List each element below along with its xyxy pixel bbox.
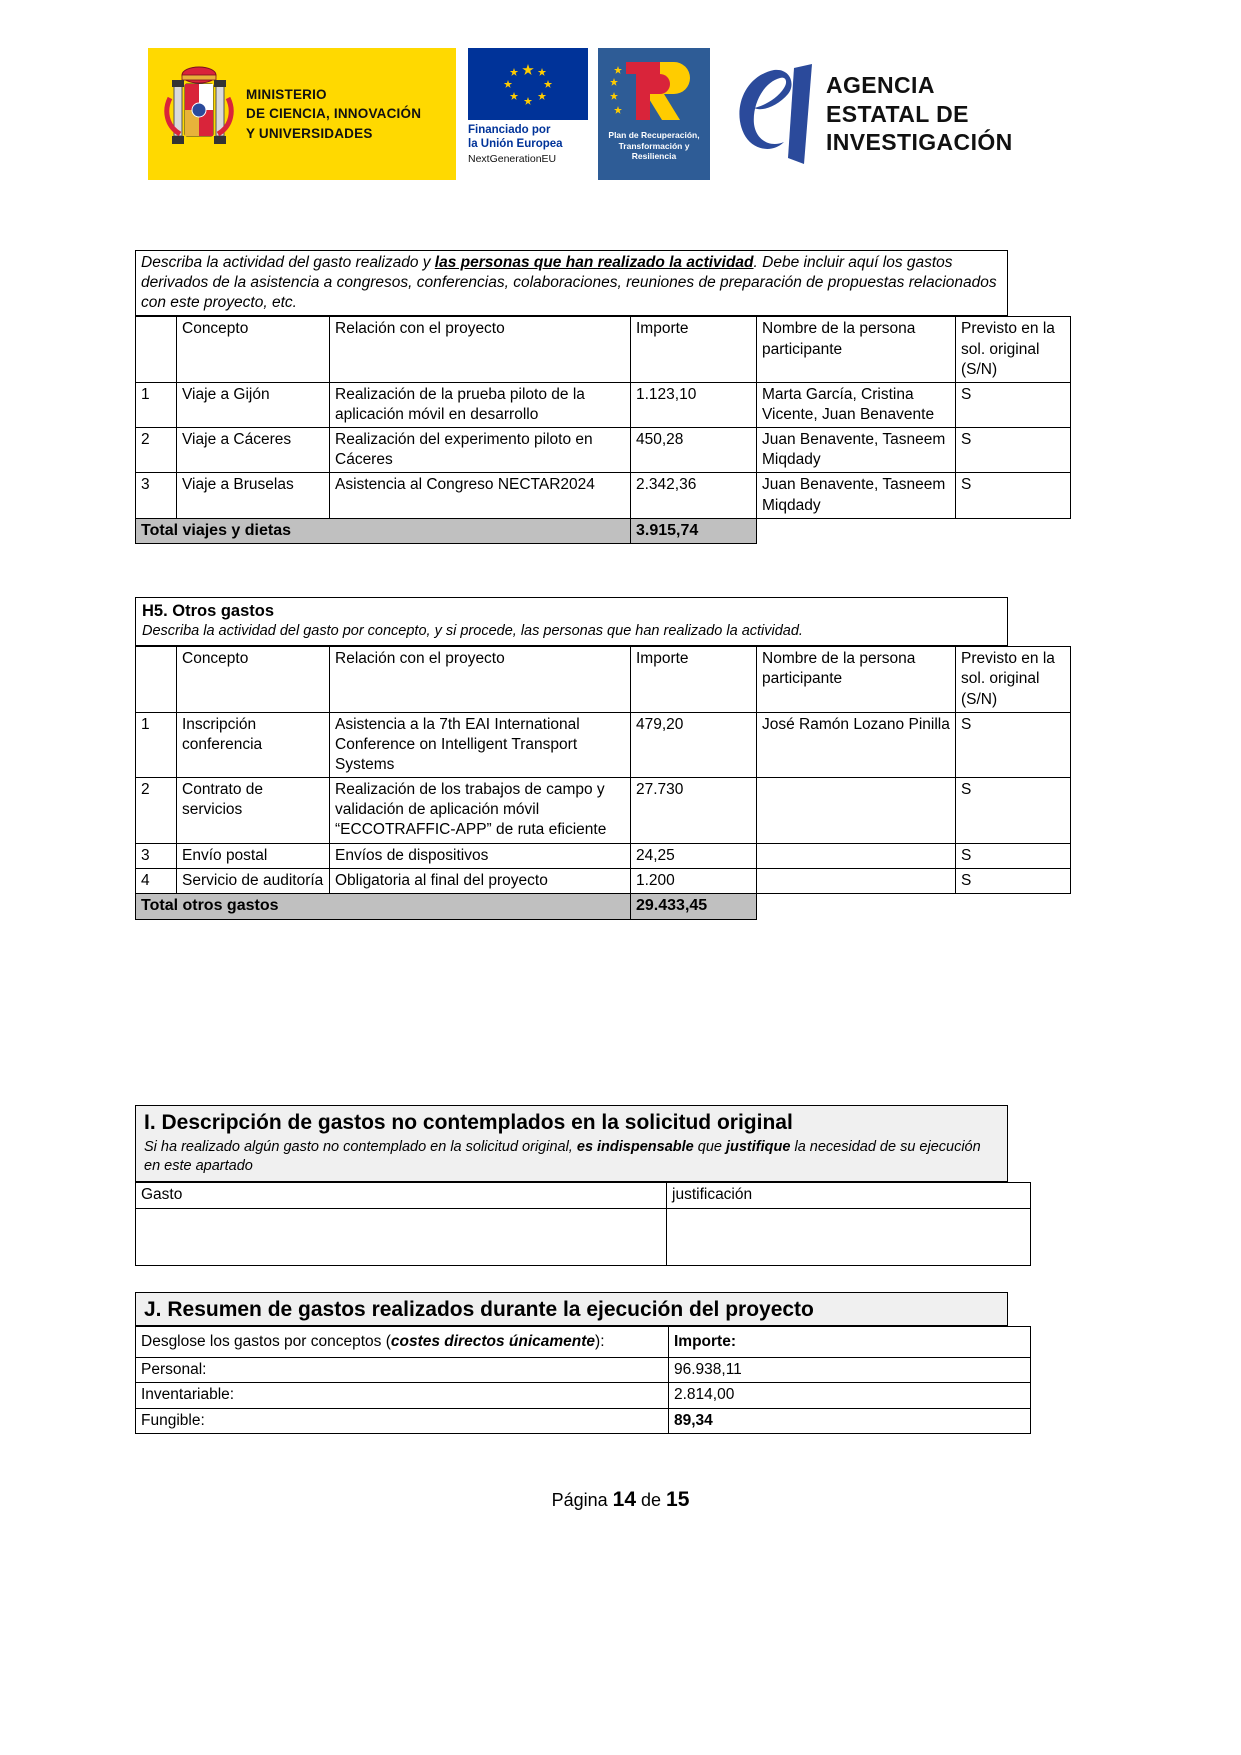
aei-mark-icon [730,54,816,174]
section-i-banner [136,1106,1008,1182]
ministerio-line-2: DE CIENCIA, INNOVACIÓN [246,106,422,122]
table-row [136,712,1071,777]
travel-intro-part2: . Debe incluir aquí los gastos derivados de la asistencia a congresos, conferencias, colaboraciones, reuniones de preparación de propuestas relacionados con este proyecto, etc. [141,254,997,312]
table-row [136,473,1071,518]
col-header-importe-j: Importe: [669,1327,1031,1358]
eu-caption-line-1: Financiado por [468,124,551,136]
h5-other-expenses-block [135,597,1055,920]
travel-intro-table [135,250,1008,316]
section-i-header-row [136,1183,1031,1208]
travel-total-row [136,518,1071,544]
justificacion-input-cell[interactable] [667,1208,1031,1265]
col-header-relacion: Relación con el proyecto [330,647,631,712]
col-header-num [136,317,177,382]
row-nombre [757,843,956,868]
prtr-logo [598,48,710,180]
travel-total-value: 3.915,74 [631,518,757,544]
col-header-concepto: Concepto [177,647,330,712]
row-importe: 479,20 [631,712,757,777]
row-importe: 24,25 [631,843,757,868]
prtr-caption-line-3: Resiliencia [631,151,677,162]
h5-expenses-table [135,646,1071,919]
row-num: 2 [136,428,177,473]
table-row [136,382,1071,427]
section-i-sub-bold1: es indispensable [576,1139,694,1156]
h5-title: H5. Otros gastos [142,602,275,620]
row-relacion: Asistencia al Congreso NECTAR2024 [330,473,631,518]
row-num: 1 [136,712,177,777]
section-i-title: I. Descripción de gastos no contemplados en la solicitud original [144,1111,793,1134]
col-header-desglose [136,1327,669,1358]
ministerio-line-3: Y UNIVERSIDADES [246,125,373,141]
row-importe: 2.342,36 [631,473,757,518]
aei-line-2: ESTATAL DE [826,100,969,127]
travel-intro-text [136,251,1008,316]
aei-logo [730,54,1013,174]
h5-subtitle: Describa la actividad del gasto por concepto, y si procede, las personas que han realizado la actividad. [142,623,803,640]
prtr-caption [608,130,699,162]
header-logo-band [148,48,1013,180]
spanish-coat-of-arms-icon [162,62,236,166]
table-row [136,1408,1031,1433]
section-j-block [135,1292,1008,1434]
row-label-personal: Personal: [136,1358,669,1383]
section-j-header-row [136,1327,1031,1358]
prtr-caption-line-1: Plan de Recuperación, [608,130,700,140]
row-concepto: Servicio de auditoría [177,868,330,893]
desglose-part1: Desglose los gastos por conceptos ( [141,1333,391,1351]
section-i-subtitle [136,1138,1007,1181]
h5-total-row [136,893,1071,919]
row-relacion: Realización de los trabajos de campo y validación de aplicación móvil “ECCOTRAFFIC-APP” de ruta eficiente [330,778,631,843]
row-previsto: S [956,843,1071,868]
row-previsto: S [956,868,1071,893]
section-i-sub-bold2: justifique [725,1139,791,1156]
row-importe: 1.200 [631,868,757,893]
table-row [136,868,1071,893]
footer-total-pages: 15 [666,1488,690,1511]
row-concepto: Viaje a Cáceres [177,428,330,473]
ministerio-line-1: MINISTERIO [246,86,327,102]
section-i-sub-part2: que [693,1139,726,1156]
col-header-nombre: Nombre de la persona participante [757,647,956,712]
gasto-input-cell[interactable] [136,1208,667,1265]
row-num: 4 [136,868,177,893]
eu-caption-line-3: NextGenerationEU [468,153,557,166]
table-header-row [136,317,1071,382]
col-header-importe: Importe [631,317,757,382]
row-label-fungible: Fungible: [136,1408,669,1433]
aei-line-1: AGENCIA [826,71,935,98]
eu-flag-icon [468,48,588,120]
footer-middle: de [636,1490,667,1510]
row-nombre [757,778,956,843]
travel-intro-part1: Describa la actividad del gasto realizado y [141,254,435,271]
aei-label [826,71,1013,157]
col-header-relacion: Relación con el proyecto [330,317,631,382]
prtr-emblem-icon [602,54,706,128]
table-row [136,1358,1031,1383]
h5-total-value: 29.433,45 [631,893,757,919]
row-nombre: Juan Benavente, Tasneem Miqdady [757,473,956,518]
row-previsto: S [956,712,1071,777]
row-previsto: S [956,428,1071,473]
row-relacion: Envíos de dispositivos [330,843,631,868]
col-header-previsto: Previsto en la sol. original (S/N) [956,317,1071,382]
row-nombre: José Ramón Lozano Pinilla [757,712,956,777]
row-value-inventariable: 2.814,00 [669,1383,1031,1408]
travel-total-label: Total viajes y dietas [136,518,631,544]
row-num: 3 [136,843,177,868]
h5-total-label: Total otros gastos [136,893,631,919]
row-nombre [757,868,956,893]
row-nombre: Juan Benavente, Tasneem Miqdady [757,428,956,473]
h5-intro-table [135,597,1008,646]
section-i-banner-table [135,1105,1008,1182]
row-concepto: Inscripción conferencia [177,712,330,777]
section-j-title: J. Resumen de gastos realizados durante la ejecución del proyecto [144,1298,814,1321]
travel-intro-emphasis: las personas que han realizado la actividad [434,254,754,271]
table-row [136,778,1071,843]
row-relacion: Obligatoria al final del proyecto [330,868,631,893]
ministerio-label [246,85,421,144]
col-header-previsto: Previsto en la sol. original (S/N) [956,647,1071,712]
page-footer [0,1488,1241,1512]
table-header-row [136,647,1071,712]
footer-prefix: Página [551,1490,613,1510]
row-relacion: Asistencia a la 7th EAI International Conference on Intelligent Transport Systems [330,712,631,777]
row-concepto: Viaje a Gijón [177,382,330,427]
travel-expenses-block [135,250,1055,544]
col-header-nombre: Nombre de la persona participante [757,317,956,382]
row-importe: 450,28 [631,428,757,473]
row-previsto: S [956,778,1071,843]
travel-expenses-table [135,316,1071,544]
row-concepto: Viaje a Bruselas [177,473,330,518]
section-j-banner [136,1293,1008,1326]
row-previsto: S [956,382,1071,427]
row-relacion: Realización del experimento piloto en Cáceres [330,428,631,473]
row-value-personal: 96.938,11 [669,1358,1031,1383]
section-i-sub-part3: la necesidad de su ejecución en este apartado [144,1139,981,1175]
h5-intro-cell [136,598,1008,646]
row-importe: 1.123,10 [631,382,757,427]
h5-total-blank [757,893,1071,919]
eu-caption-line-2: la Unión Europea [468,137,563,150]
desglose-part2: ): [595,1333,605,1351]
row-label-inventariable: Inventariable: [136,1383,669,1408]
col-header-justificacion: justificación [667,1183,1031,1208]
section-i-block [135,1105,1008,1266]
col-header-gasto: Gasto [136,1183,667,1208]
footer-current-page: 14 [612,1488,637,1511]
row-concepto: Contrato de servicios [177,778,330,843]
section-i-sub-part1: Si ha realizado algún gasto no contemplado en la solicitud original, [144,1139,577,1156]
row-concepto: Envío postal [177,843,330,868]
desglose-italic: costes directos únicamente [390,1333,596,1351]
table-row [136,843,1071,868]
eu-funding-caption [468,120,588,166]
travel-total-blank [757,518,1071,544]
section-j-table [135,1326,1031,1434]
aei-line-3: INVESTIGACIÓN [826,129,1013,156]
row-nombre: Marta García, Cristina Vicente, Juan Benavente [757,382,956,427]
row-num: 2 [136,778,177,843]
section-i-table [135,1182,1031,1265]
row-relacion: Realización de la prueba piloto de la aplicación móvil en desarrollo [330,382,631,427]
row-num: 3 [136,473,177,518]
row-previsto: S [956,473,1071,518]
eu-funding-logo [468,48,588,180]
col-header-concepto: Concepto [177,317,330,382]
col-header-importe: Importe [631,647,757,712]
section-i-empty-row[interactable] [136,1208,1031,1265]
col-header-num [136,647,177,712]
table-row [136,428,1071,473]
ministerio-logo [148,48,456,180]
row-value-fungible: 89,34 [669,1408,1031,1433]
prtr-caption-line-2: Transformación y [618,140,690,151]
table-row [136,1383,1031,1408]
row-importe: 27.730 [631,778,757,843]
section-j-banner-table [135,1292,1008,1326]
row-num: 1 [136,382,177,427]
